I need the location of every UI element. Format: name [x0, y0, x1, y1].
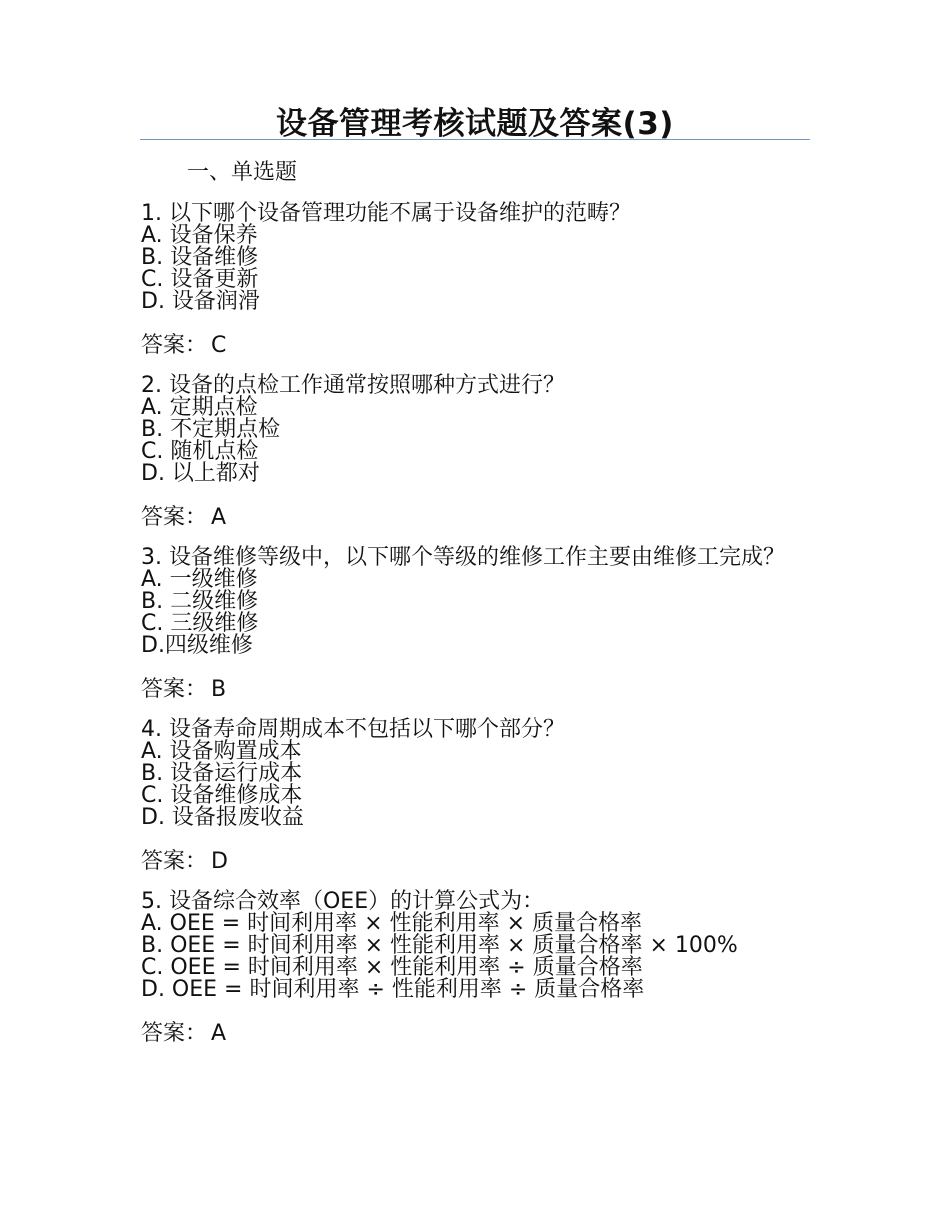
answer-label: 答案： — [141, 677, 208, 702]
answer-value: C — [211, 333, 227, 358]
option-b: B. OEE = 时间利用率 × 性能利用率 × 质量合格率 × 100% — [141, 933, 738, 958]
answer-label: 答案： — [141, 505, 208, 530]
answer-value: A — [211, 1021, 227, 1046]
option-b: B. 不定期点检 — [141, 417, 281, 442]
option-b: B. 设备维修 — [141, 245, 259, 270]
option-a: A. 一级维修 — [141, 567, 258, 592]
answer-label: 答案： — [141, 849, 208, 874]
answer-value: D — [211, 849, 228, 874]
question-2 — [141, 375, 801, 531]
option-b: B. 设备运行成本 — [141, 761, 303, 786]
question-1 — [141, 203, 801, 359]
answer-line — [141, 677, 801, 703]
option-c: C. OEE = 时间利用率 × 性能利用率 ÷ 质量合格率 — [141, 955, 643, 980]
question-stem: 2. 设备的点检工作通常按照哪种方式进行？ — [141, 373, 565, 398]
title-underline — [140, 139, 810, 140]
question-stem: 3. 设备维修等级中，以下哪个等级的维修工作主要由维修工完成？ — [141, 545, 785, 570]
answer-line — [141, 333, 801, 359]
answer-line — [141, 1021, 801, 1047]
option-d: D.四级维修 — [141, 633, 253, 658]
option-c: C. 设备更新 — [141, 267, 259, 292]
option-d: D. OEE = 时间利用率 ÷ 性能利用率 ÷ 质量合格率 — [141, 977, 645, 1002]
document-title: 设备管理考核试题及答案(3) — [276, 106, 674, 142]
question-4 — [141, 719, 801, 875]
option-c: C. 设备维修成本 — [141, 783, 303, 808]
option-a: A. OEE = 时间利用率 × 性能利用率 × 质量合格率 — [141, 911, 643, 936]
question-5 — [141, 891, 801, 1047]
option-d: D. 设备报废收益 — [141, 805, 304, 830]
question-stem: 1. 以下哪个设备管理功能不属于设备维护的范畴？ — [141, 201, 631, 226]
option-d: D. 以上都对 — [141, 461, 260, 486]
answer-line — [141, 505, 801, 531]
option-c: C. 随机点检 — [141, 439, 259, 464]
answer-value: B — [211, 677, 227, 702]
option-c: C. 三级维修 — [141, 611, 259, 636]
option-a: A. 定期点检 — [141, 395, 258, 420]
option-d: D. 设备润滑 — [141, 289, 260, 314]
option-a: A. 设备购置成本 — [141, 739, 302, 764]
question-3 — [141, 547, 801, 703]
answer-value: A — [211, 505, 227, 530]
option-b: B. 二级维修 — [141, 589, 259, 614]
answer-label: 答案： — [141, 1021, 208, 1046]
question-stem: 4. 设备寿命周期成本不包括以下哪个部分？ — [141, 717, 565, 742]
option-a: A. 设备保养 — [141, 223, 258, 248]
answer-label: 答案： — [141, 333, 208, 358]
question-stem: 5. 设备综合效率（OEE）的计算公式为： — [141, 889, 545, 914]
question-list — [141, 203, 801, 1063]
answer-line — [141, 849, 801, 875]
section-heading: 一、单选题 — [187, 160, 298, 185]
